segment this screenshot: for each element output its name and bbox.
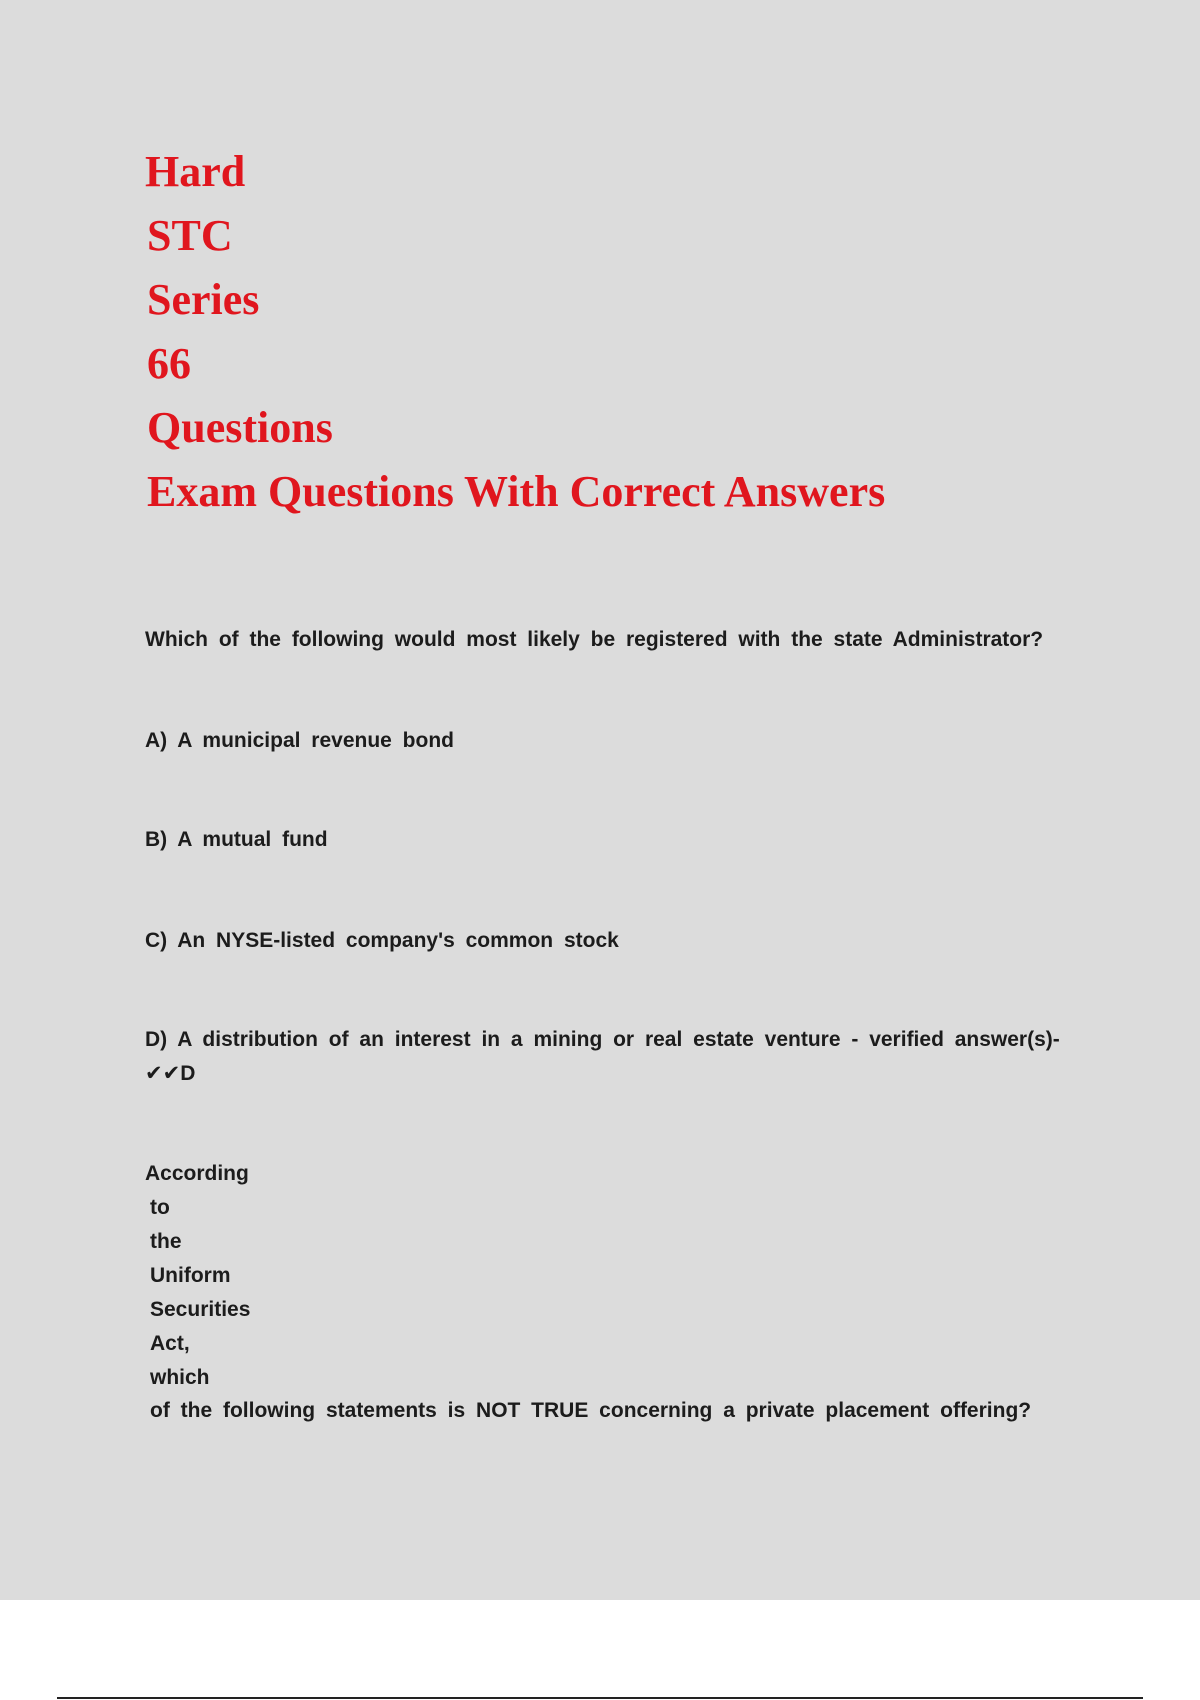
option-d: D) A distribution of an interest in a mining or real estate venture - verified answer(s)- [145, 1028, 1060, 1051]
question-1-text: Which of the following would most likely be registered with the state Administrator? [145, 628, 1044, 651]
question-2-word: Securities [150, 1298, 251, 1321]
title-line: 66 [147, 339, 191, 388]
option-c: C) An NYSE-listed company's common stock [145, 929, 619, 952]
document-title [147, 140, 885, 524]
question-2-word: the [150, 1230, 182, 1253]
question-2-word: which [150, 1366, 210, 1389]
footer-divider [57, 1697, 1143, 1699]
question-2-word: Uniform [150, 1264, 231, 1287]
title-line: Exam Questions With Correct Answers [147, 467, 886, 516]
option-a: A) A municipal revenue bond [145, 729, 454, 752]
question-2-word: According [145, 1162, 249, 1185]
question-2-word: to [150, 1196, 170, 1219]
title-line: STC [147, 211, 233, 260]
title-line: Questions [147, 403, 333, 452]
title-line: Hard [145, 147, 246, 196]
question-2-word: Act, [150, 1332, 190, 1355]
title-line: Series [147, 275, 260, 324]
option-b: B) A mutual fund [145, 828, 328, 851]
question-2-text: of the following statements is NOT TRUE concerning a private placement offering? [150, 1399, 1032, 1422]
verified-answer: ✔✔D [145, 1062, 196, 1085]
